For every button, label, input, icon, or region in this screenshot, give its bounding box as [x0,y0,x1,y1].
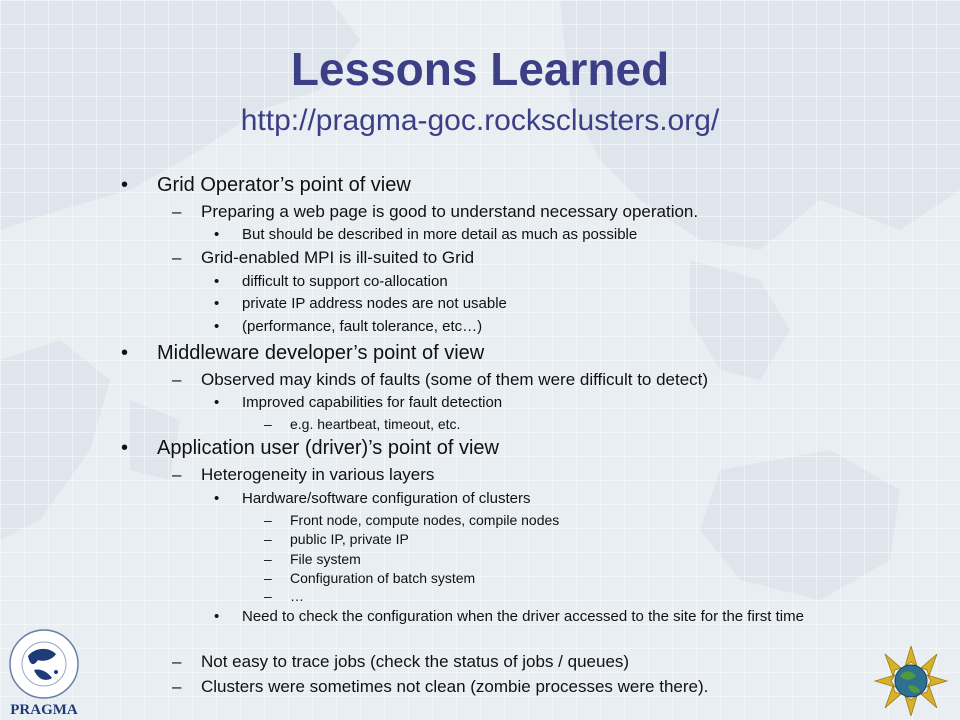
bullet-mark: • [214,490,220,507]
bullet-text: Application user (driver)’s point of view [157,437,500,459]
pragma-logo [4,626,84,720]
slide-url: http://pragma-goc.rocksclusters.org/ [240,104,720,137]
bullet-mark: • [121,342,129,364]
bullet-text: public IP, private IP [290,531,409,547]
dash-mark: – [172,202,182,221]
bullet-mark: • [214,608,220,625]
bullet-text: Preparing a web page is good to understand necessary operation. [201,202,699,221]
dash-mark: – [264,570,272,586]
bullet-text: But should be described in more detail as much as possible [242,226,638,243]
dash-mark: – [172,677,182,696]
bullet-text: Clusters were sometimes not clean (zombie processes were there). [201,677,709,696]
bullet-text: File system [290,551,361,567]
dash-mark: – [264,531,272,547]
bullet-text: private IP address nodes are not usable [242,295,507,312]
dash-mark: – [264,588,272,604]
bullet-text: … [290,588,304,604]
bullet-text: Configuration of batch system [290,570,476,586]
bullet-mark: • [214,394,220,411]
bullet-text: Observed may kinds of faults (some of them were difficult to detect) [201,370,709,389]
dash-mark: – [264,512,272,528]
dash-mark: – [172,465,182,484]
bullet-text: difficult to support co-allocation [242,273,448,290]
bullet-text: Improved capabilities for fault detection [242,394,503,411]
bullet-mark: • [214,295,220,312]
bullet-mark: • [121,437,129,459]
bullet-text: e.g. heartbeat, timeout, etc. [290,416,461,432]
pragma-logo-text: PRAGMA [10,702,78,718]
bullet-text: Middleware developer’s point of view [157,342,485,364]
bullet-mark: • [214,226,220,243]
slide-title: Lessons Learned [290,43,670,95]
bullet-mark: • [121,174,129,196]
bullet-text: Front node, compute nodes, compile nodes [290,512,560,528]
bullet-text: Not easy to trace jobs (check the status of jobs / queues) [201,652,630,671]
bullet-mark: • [214,273,220,290]
bullet-text: Hardware/software configuration of clusters [242,490,531,507]
bullet-text: Heterogeneity in various layers [201,465,435,484]
globe-sun-emblem [870,646,952,716]
dash-mark: – [172,652,182,671]
bullet-mark: • [214,318,220,335]
bullet-text: Grid Operator’s point of view [157,174,411,196]
bullet-text: (performance, fault tolerance, etc…) [242,318,483,335]
dash-mark: – [264,416,272,432]
bullet-text: Need to check the configuration when the driver accessed to the site for the first time [242,608,804,625]
bullet-text: Grid-enabled MPI is ill-suited to Grid [201,248,475,267]
dash-mark: – [172,370,182,389]
dash-mark: – [264,551,272,567]
dash-mark: – [172,248,182,267]
